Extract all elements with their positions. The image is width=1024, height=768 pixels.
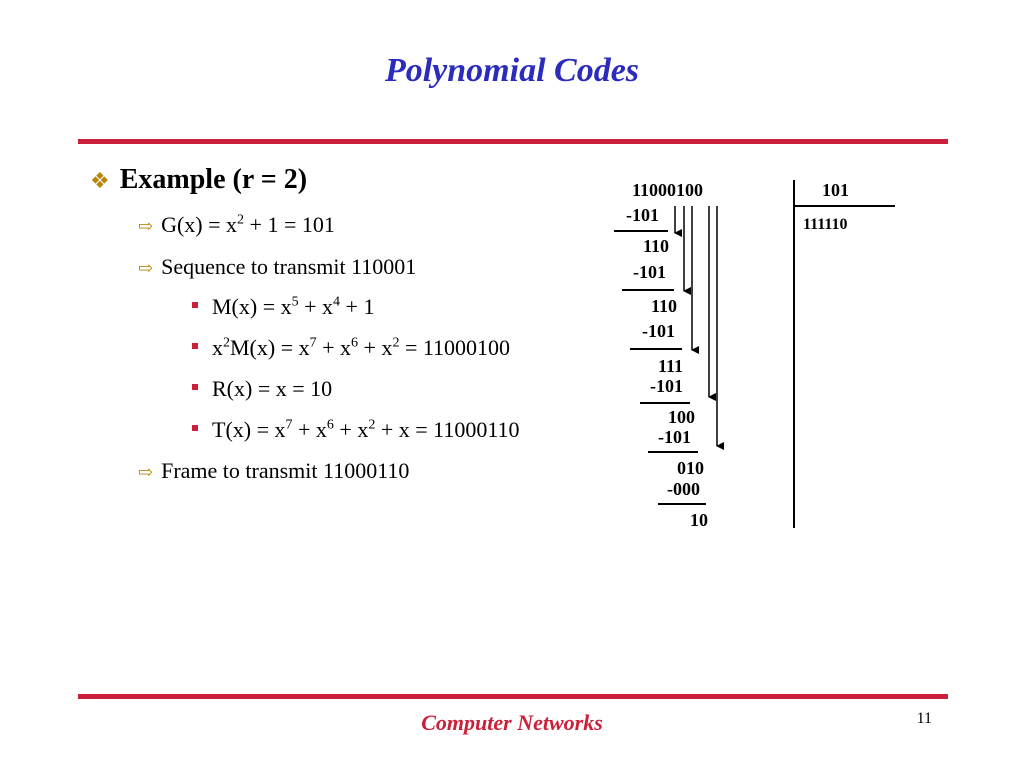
step-subtract-6: -000 bbox=[667, 479, 700, 499]
generator-line: ⇨ $G(x) = x^2 + 1 = 101$ bbox=[138, 212, 335, 237]
example-heading-text: Example (r = 2) bbox=[119, 164, 308, 195]
arrow-bullet-icon: ⇨ bbox=[138, 258, 154, 278]
frame-line: ⇨ Frame to transmit 11000110 bbox=[138, 458, 410, 483]
step-remainder-3: 111 bbox=[658, 356, 684, 376]
slide-title: Polynomial Codes bbox=[384, 52, 640, 89]
footer-title: Computer Networks bbox=[421, 710, 603, 735]
tx-line: $T(x) = x^7 + x^6 + x^2 + x = 11000110$ bbox=[192, 417, 520, 443]
sequence-line: ⇨ Sequence to transmit 110001 bbox=[138, 254, 417, 279]
arrow-bullet-icon: ⇨ bbox=[138, 462, 154, 482]
step-remainder-5: 010 bbox=[677, 458, 704, 478]
step-subtract-4: -101 bbox=[650, 376, 683, 396]
bottom-divider bbox=[78, 694, 948, 699]
diamond-bullet-icon: ❖ bbox=[90, 168, 110, 193]
step-subtract-1: -101 bbox=[626, 205, 659, 225]
step-remainder-6: 10 bbox=[690, 510, 708, 530]
quotient: 111110 bbox=[803, 216, 848, 233]
rx-line: R(x) = x = 10 bbox=[192, 376, 332, 402]
step-remainder-2: 110 bbox=[651, 296, 678, 316]
arrow-bullet-icon: ⇨ bbox=[138, 216, 154, 236]
mx-line: $M(x) = x^5 + x^4 + 1$ bbox=[192, 294, 374, 320]
page-number: 11 bbox=[916, 710, 932, 727]
step-subtract-2: -101 bbox=[633, 262, 666, 282]
step-subtract-3: -101 bbox=[642, 321, 675, 341]
step-remainder-4: 100 bbox=[668, 407, 695, 427]
dividend: 11000100 bbox=[632, 180, 704, 200]
step-subtract-5: -101 bbox=[658, 427, 691, 447]
step-remainder-1: 110 bbox=[643, 236, 670, 256]
divisor: 101 bbox=[822, 180, 849, 200]
x2mx-line: $x^2M(x) = x^7 + x^6 + x^2 = 11000100$ bbox=[192, 335, 510, 361]
